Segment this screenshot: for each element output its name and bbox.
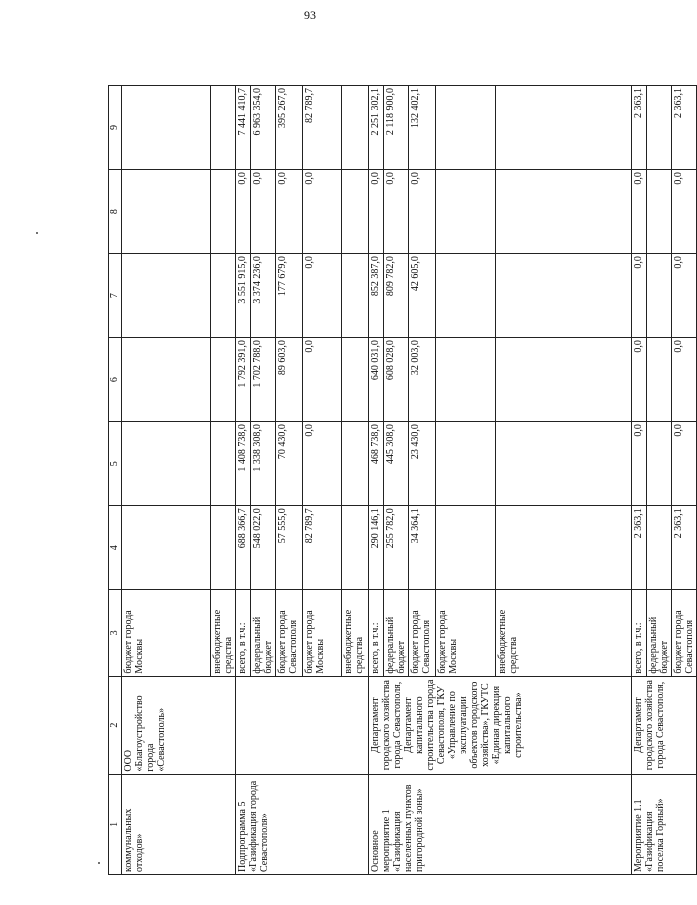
page-number: 93 [304, 8, 316, 22]
row-title: коммунальных отходов» [122, 774, 236, 874]
value-cell: 0,0 [303, 422, 342, 506]
budget-table [108, 85, 697, 875]
value-cell: 0,0 [276, 170, 303, 254]
table-row [236, 86, 251, 875]
source: бюджет города Москвы [122, 590, 211, 676]
value-cell: 0,0 [236, 170, 251, 254]
value-cell: 0,0 [632, 422, 647, 506]
value-cell: 608 028,0 [384, 338, 409, 422]
value-cell: 445 308,0 [384, 422, 409, 506]
scan-speck [98, 862, 100, 864]
value-cell: 82 789,7 [303, 86, 342, 170]
table-row [369, 86, 384, 875]
value-cell: 0,0 [369, 170, 384, 254]
table-row [632, 86, 647, 875]
source: федеральный бюджет [647, 590, 672, 676]
value-cell: 70 430,0 [276, 422, 303, 506]
value-cell: 3 374 236,0 [251, 254, 276, 338]
value-cell: 177 679,0 [276, 254, 303, 338]
header-cell: 5 [109, 422, 122, 506]
value-cell: 0,0 [409, 170, 436, 254]
value-cell: 1 338 308,0 [251, 422, 276, 506]
value-cell: 0,0 [632, 338, 647, 422]
source: всего, в т.ч.: [632, 590, 647, 676]
header-cell: 1 [109, 774, 122, 874]
value-cell: 7 441 410,7 [236, 86, 251, 170]
value-cell: 0,0 [303, 170, 342, 254]
executor: Департамент городского хозяйства города Севастополя, [632, 676, 697, 774]
value-cell: 2 251 302,1 [369, 86, 384, 170]
source: всего, в т.ч.: [369, 590, 384, 676]
value-cell: 395 267,0 [276, 86, 303, 170]
header-cell: 3 [109, 590, 122, 676]
value-cell: 0,0 [303, 254, 342, 338]
value-cell: 0,0 [672, 338, 697, 422]
header-row [109, 86, 122, 875]
value-cell: 132 402,1 [409, 86, 436, 170]
value-cell: 290 146,1 [369, 506, 384, 590]
value-cell: 3 551 915,0 [236, 254, 251, 338]
source: всего, в т.ч.: [236, 590, 251, 676]
source: бюджет города Москвы [303, 590, 342, 676]
value-cell: 89 603,0 [276, 338, 303, 422]
source: бюджет города Севастополя [276, 590, 303, 676]
value-cell: 255 782,0 [384, 506, 409, 590]
header-cell: 7 [109, 254, 122, 338]
scan-speck [36, 232, 38, 234]
header-cell: 6 [109, 338, 122, 422]
value-cell: 688 366,7 [236, 506, 251, 590]
value-cell: 57 555,0 [276, 506, 303, 590]
value-cell: 82 789,7 [303, 506, 342, 590]
executor [236, 676, 369, 774]
rotated-table-container [108, 85, 695, 875]
source: внебюджетные средства [342, 590, 369, 676]
value-cell: 34 364,1 [409, 506, 436, 590]
source: бюджет города Севастополя [672, 590, 697, 676]
value-cell: 2 363,1 [672, 506, 697, 590]
value-cell: 23 430,0 [409, 422, 436, 506]
value-cell: 852 387,0 [369, 254, 384, 338]
row-title: Мероприятие 1.1 «Газификация поселка Горный» [632, 774, 697, 874]
value-cell: 468 738,0 [369, 422, 384, 506]
value-cell: 1 792 391,0 [236, 338, 251, 422]
value-cell: 0,0 [632, 170, 647, 254]
executor: Департамент городского хозяйства города Севастополя, Департамент капитального строительства города Севастополя, ГКУ «Управление по эксплуатации объектов городского хозяйства», ГКУТС «Единая дирекция капитального строительства» [369, 676, 632, 774]
source: федеральный бюджет [251, 590, 276, 676]
value-cell: 42 605,0 [409, 254, 436, 338]
source: федеральный бюджет [384, 590, 409, 676]
value-cell: 640 031,0 [369, 338, 384, 422]
value-cell: 0,0 [384, 170, 409, 254]
value-cell: 548 022,0 [251, 506, 276, 590]
header-cell: 8 [109, 170, 122, 254]
value-cell: 6 963 354,0 [251, 86, 276, 170]
value-cell: 1 702 788,0 [251, 338, 276, 422]
source: внебюджетные средства [496, 590, 632, 676]
header-cell: 4 [109, 506, 122, 590]
header-cell: 9 [109, 86, 122, 170]
source: внебюджетные средства [211, 590, 236, 676]
value-cell: 2 363,1 [672, 86, 697, 170]
value-cell: 1 408 738,0 [236, 422, 251, 506]
value-cell: 0,0 [672, 254, 697, 338]
table-row [122, 86, 211, 875]
value-cell: 0,0 [672, 422, 697, 506]
value-cell: 2 118 900,0 [384, 86, 409, 170]
row-title: Основное мероприятие 1 «Газификация населенных пунктов пригородной зоны» [369, 774, 632, 874]
source: бюджет города Севастополя [409, 590, 436, 676]
value-cell: 809 782,0 [384, 254, 409, 338]
value-cell: 2 363,1 [632, 86, 647, 170]
row-title: Подпрограмма 5 «Газификация города Севастополя» [236, 774, 369, 874]
value-cell: 0,0 [251, 170, 276, 254]
value-cell: 0,0 [632, 254, 647, 338]
source: бюджет города Москвы [436, 590, 496, 676]
header-cell: 2 [109, 676, 122, 774]
executor: ООО «Благоустройство города «Севастополь» [122, 676, 236, 774]
value-cell: 0,0 [672, 170, 697, 254]
value-cell: 2 363,1 [632, 506, 647, 590]
value-cell: 32 003,0 [409, 338, 436, 422]
value-cell: 0,0 [303, 338, 342, 422]
